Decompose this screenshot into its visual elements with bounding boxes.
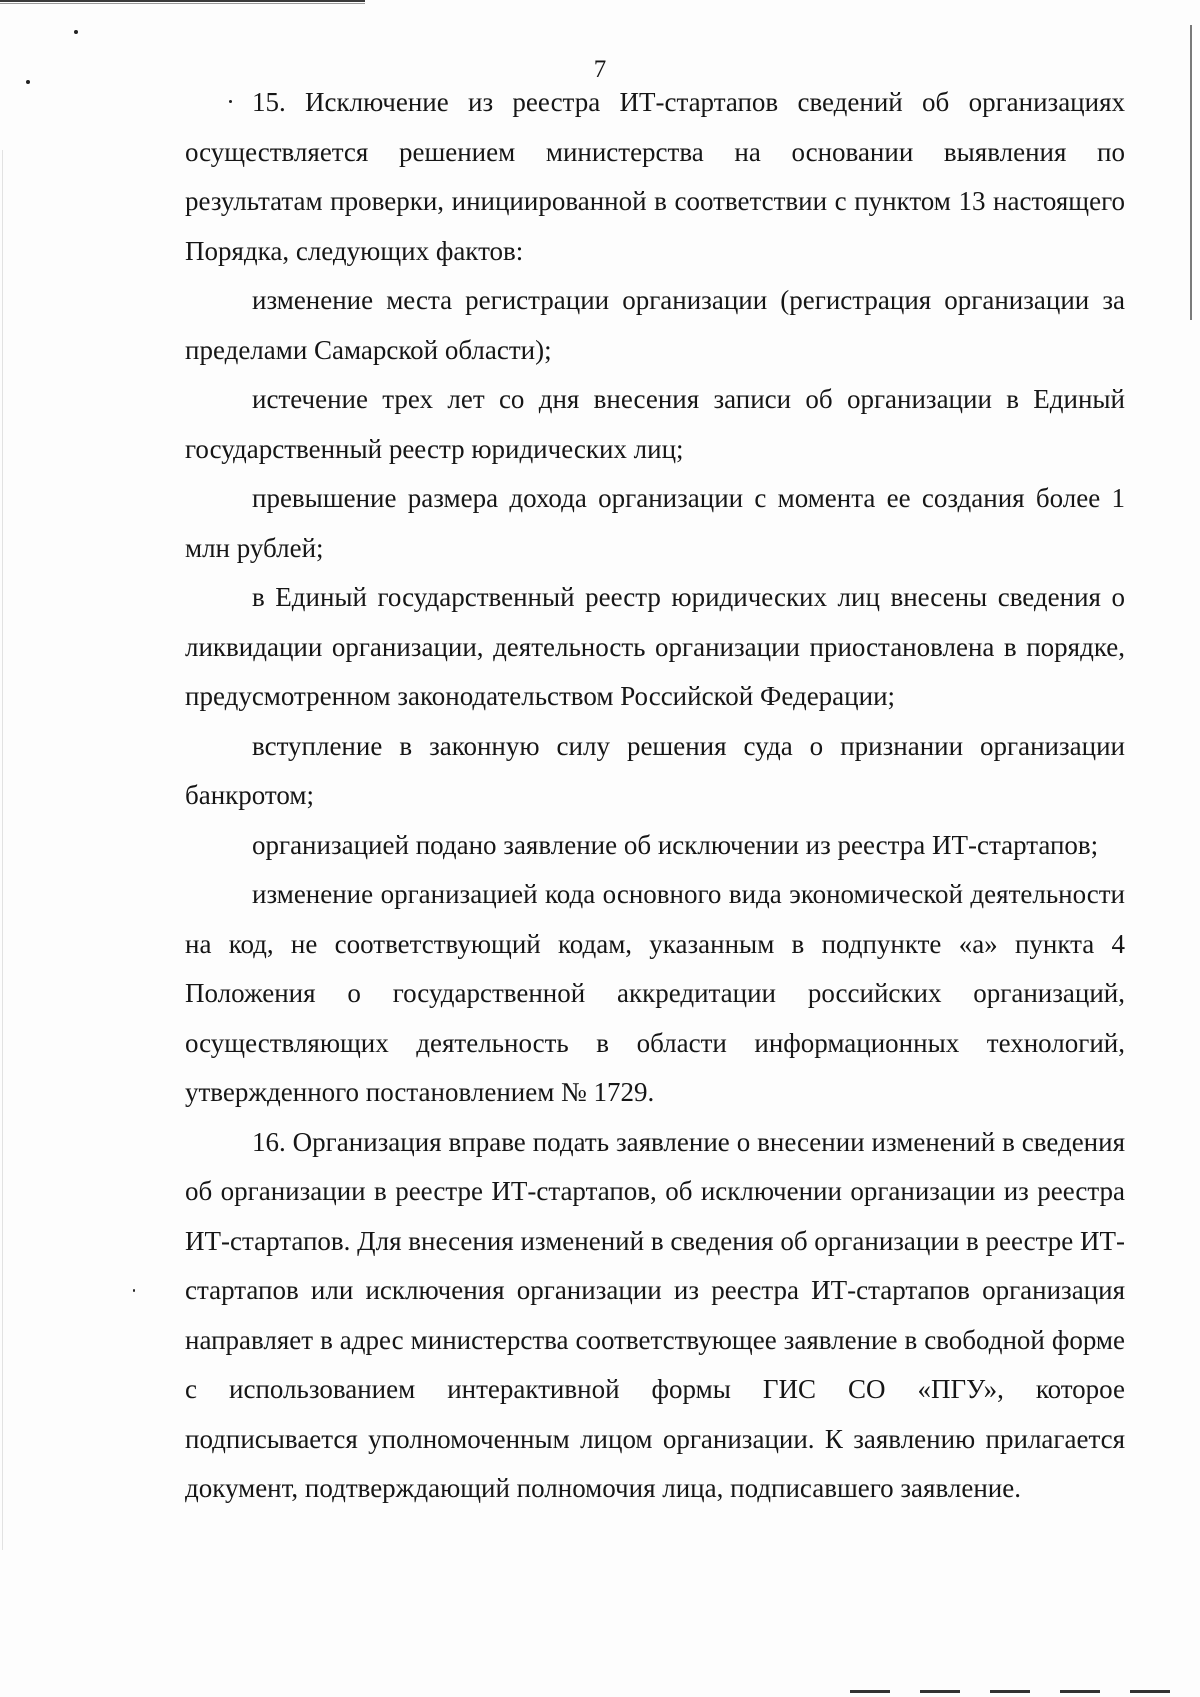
paragraph-fact-liquidation: в Единый государственный реестр юридических лиц внесены сведения о ликвидации организации, деятельность организации приостановлена в порядке, предусмотренном законодательством Российской Федерации; [185,582,1125,711]
scan-artifact-dot [133,1289,135,1292]
scan-artifact-bottom-marks [850,1690,1200,1693]
scan-artifact-dot [74,30,78,34]
paragraph-16: 16. Организация вправе подать заявление о внесении изменений в сведения об организации в реестре ИТ-стартапов, об исключении организации из реестра ИТ-стартапов. Для внесения изменений в сведения об организации в реестре ИТ-стартапов или исключения организации из реестра ИТ-стартапов организация направляет в адрес министерства соответствующее заявление в свободной форме с использованием интерактивной формы ГИС СО «ПГУ», которое подписывается уполномоченным лицом организации. К заявлению прилагается документ, подтверждающий полномочия лица, подписавшего заявление. [185,1126,1125,1503]
scan-artifact-top-line [0,0,365,2]
paragraph-fact-activity-code-change: изменение организацией кода основного вида экономической деятельности на код, не соответствующий кодам, указанным в подпункте «а» пункта 4 Положения о государственной аккредитации российских организаций, осуществляющих деятельность в области информационных технологий, утвержденного постановлением № 1729. [185,879,1125,1107]
paragraph-fact-bankruptcy: вступление в законную силу решения суда о признании организации банкротом; [185,730,1125,810]
paragraph-fact-income-exceeded: превышение размера дохода организации с момента ее создания более 1 млн рублей; [185,483,1125,563]
scan-artifact-left-edge [2,150,3,1550]
document-body [185,78,1125,1514]
page-number: 7 [593,56,607,83]
paragraph-fact-exclusion-request: организацией подано заявление об исключении из реестра ИТ-стартапов; [252,829,1099,860]
scan-artifact-top-line-faint [0,3,365,4]
paragraph-fact-registration-change: изменение места регистрации организации (регистрация организации за пределами Самарской области); [185,285,1125,365]
paragraph-15: 15. Исключение из реестра ИТ-стартапов сведений об организациях осуществляется решением министерства на основании выявления по результатам проверки, инициированной в соответствии с пунктом 13 настоящего Порядка, следующих фактов: [185,87,1125,266]
paragraph-fact-three-years: истечение трех лет со дня внесения записи об организации в Единый государственный реестр юридических лиц; [185,384,1125,464]
